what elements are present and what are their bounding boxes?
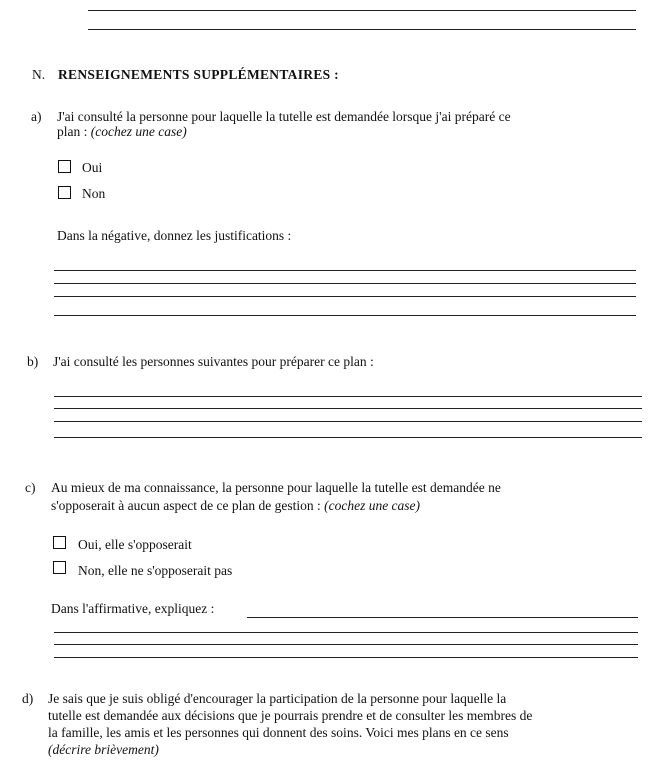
answer-line[interactable] [54, 421, 642, 422]
item-c-text-line1: Au mieux de ma connaissance, la personne pour laquelle la tutelle est demandée ne [51, 480, 501, 495]
item-b-label: b) [27, 354, 39, 369]
item-a-text-line2 [57, 124, 187, 140]
item-b-text: J'ai consulté les personnes suivantes pour préparer ce plan : [53, 354, 374, 369]
answer-line[interactable] [54, 632, 638, 633]
checkbox-oui-opposerait-label: Oui, elle s'opposerait [78, 537, 192, 552]
section-title: RENSEIGNEMENTS SUPPLÉMENTAIRES : [58, 67, 339, 82]
answer-line[interactable] [54, 396, 642, 397]
item-d-text-line2: tutelle est demandée aux décisions que je pourrais prendre et de consulter les membres de [48, 708, 533, 723]
item-d-hint: (décrire brièvement) [48, 742, 159, 757]
answer-line [88, 29, 636, 30]
checkbox-oui-opposerait[interactable] [53, 536, 66, 549]
answer-line[interactable] [247, 617, 638, 618]
answer-line[interactable] [54, 437, 642, 438]
item-c-label: c) [25, 480, 36, 495]
checkbox-oui[interactable] [58, 160, 71, 173]
answer-line[interactable] [54, 283, 636, 284]
answer-line[interactable] [54, 315, 636, 316]
answer-line[interactable] [54, 657, 638, 658]
item-c-line2-text: s'opposerait à aucun aspect de ce plan de gestion : [51, 498, 325, 513]
item-d-text-line1: Je sais que je suis obligé d'encourager la participation de la personne pour laquelle la [48, 691, 507, 706]
section-letter: N. [32, 67, 46, 82]
item-c-text-line2 [51, 498, 420, 514]
item-a-text-line1: J'ai consulté la personne pour laquelle la tutelle est demandée lorsque j'ai préparé ce [57, 109, 511, 124]
item-a-label: a) [31, 109, 42, 124]
answer-line[interactable] [54, 408, 642, 409]
checkbox-non-opposerait[interactable] [53, 561, 66, 574]
item-c-hint: (cochez une case) [324, 498, 421, 513]
item-a-line2-text: plan : [57, 124, 91, 139]
item-a-hint: (cochez une case) [90, 124, 187, 139]
answer-line[interactable] [54, 296, 636, 297]
checkbox-non-opposerait-label: Non, elle ne s'opposerait pas [78, 563, 233, 578]
item-c-explain-prompt: Dans l'affirmative, expliquez : [51, 601, 215, 616]
item-d-text-line3: la famille, les amis et les personnes qui donnent des soins. Voici mes plans en ce sens [48, 725, 509, 740]
answer-line [88, 10, 636, 11]
answer-line[interactable] [54, 644, 638, 645]
answer-line[interactable] [54, 270, 636, 271]
checkbox-non-label: Non [82, 186, 106, 201]
item-d-label: d) [22, 691, 34, 706]
checkbox-oui-label: Oui [82, 160, 103, 175]
checkbox-non[interactable] [58, 186, 71, 199]
item-a-justification-prompt: Dans la négative, donnez les justifications : [57, 228, 292, 243]
